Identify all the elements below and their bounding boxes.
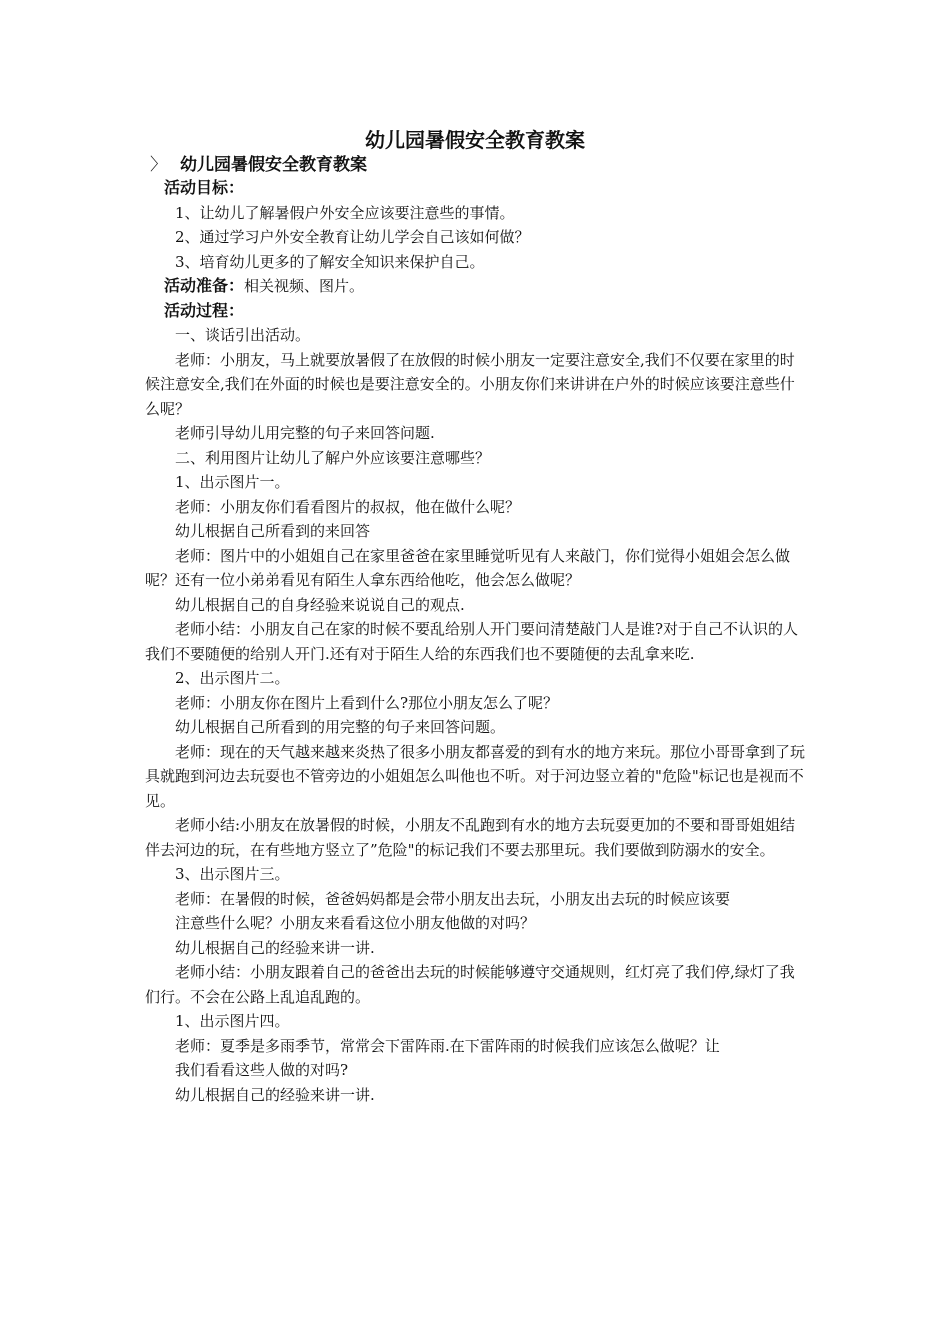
paragraph: 3、培育幼儿更多的了解安全知识来保护自己。 [175,252,485,271]
paragraph: 老师小结：小朋友自己在家的时候不要乱给别人开门要问清楚敲门人是谁?对于自己不认识的人我们不要随便的给别人开门.还有对于陌生人给的东西我们也不要随便的去乱拿来吃. [145,620,799,663]
paragraph: 幼儿根据自己的经验来讲一讲. [175,1085,375,1104]
paragraph: 2、出示图片二。 [175,669,290,687]
paragraph: 老师引导幼儿用完整的句子来回答问题. [175,424,435,442]
chevron-right-icon: 〉 [150,155,167,175]
paragraph: 一、谈话引出活动。 [175,326,311,344]
paragraph: 1、让幼儿了解暑假户外安全应该要注意些的事情。 [175,203,515,222]
paragraph: 我们看看这些人做的对吗? [175,1061,349,1079]
document-title: 幼儿园暑假安全教育教案 [365,128,585,152]
paragraph: 老师：图片中的小姐姐自己在家里爸爸在家里睡觉听见有人来敲门，你们觉得小姐姐会怎么做呢？还有一位小弟弟看见有陌生人拿东西给他吃，他会怎么做呢？ [145,546,791,589]
paragraph: 幼儿根据自己所看到的用完整的句子来回答问题。 [175,718,506,736]
paragraph: 二、利用图片让幼儿了解户外应该要注意哪些？ [175,448,491,467]
prep-text: 相关视频、图片。 [244,277,365,295]
paragraph: 1、出示图片四。 [175,1012,290,1030]
paragraph: 2、通过学习户外安全教育让幼儿学会自己该如何做？ [175,228,530,246]
paragraph: 1、出示图片一。 [175,473,290,491]
section-heading [150,150,367,175]
paragraph: 老师：小朋友你在图片上看到什么?那位小朋友怎么了呢？ [175,693,559,712]
paragraph: 注意些什么呢？小朋友来看看这位小朋友他做的对吗？ [175,914,536,932]
paragraph: 幼儿根据自己的自身经验来说说自己的观点. [175,595,465,614]
paragraph: 老师：在暑假的时候，爸爸妈妈都是会带小朋友出去玩，小朋友出去玩的时候应该要 [175,889,731,908]
heading-prep: 活动准备： [164,276,245,295]
heading-process: 活动过程： [164,300,245,320]
document-body [145,176,805,1107]
paragraph: 幼儿根据自己所看到的来回答 [175,522,371,540]
paragraph: 老师：夏季是多雨季节，常常会下雷阵雨.在下雷阵雨的时候我们应该怎么做呢？让 [175,1036,720,1055]
paragraph: 幼儿根据自己的经验来讲一讲. [175,938,375,957]
paragraph: 老师：小朋友，马上就要放暑假了在放假的时候小朋友一定要注意安全,我们不仅要在家里的时候注意安全,我们在外面的时候也是要注意安全的。小朋友你们来讲讲在户外的时候应该要注意些什么呢？ [145,350,795,418]
paragraph: 老师：现在的天气越来越来炎热了很多小朋友都喜爱的到有水的地方来玩。那位小哥哥拿到了玩具就跑到河边去玩耍也不管旁边的小姐姐怎么叫他也不听。对于河边竖立着的"危险"标记也是视而不见。 [145,742,806,810]
prep-line [145,274,805,299]
section-heading-text: 幼儿园暑假安全教育教案 [180,155,367,175]
paragraph: 3、出示图片三。 [175,865,290,883]
paragraph: 老师：小朋友你们看看图片的叔叔，他在做什么呢？ [175,497,521,516]
paragraph: 老师小结:小朋友在放暑假的时候，小朋友不乱跑到有水的地方去玩耍更加的不要和哥哥姐姐结伴去河边的玩，在有些地方竖立了”危险"的标记我们不要去那里玩。我们要做到防溺水的安全。 [145,816,796,859]
heading-goal: 活动目标： [164,178,245,197]
paragraph: 老师小结：小朋友跟着自己的爸爸出去玩的时候能够遵守交通规则，红灯亮了我们停,绿灯了我们行。不会在公路上乱追乱跑的。 [145,963,795,1006]
